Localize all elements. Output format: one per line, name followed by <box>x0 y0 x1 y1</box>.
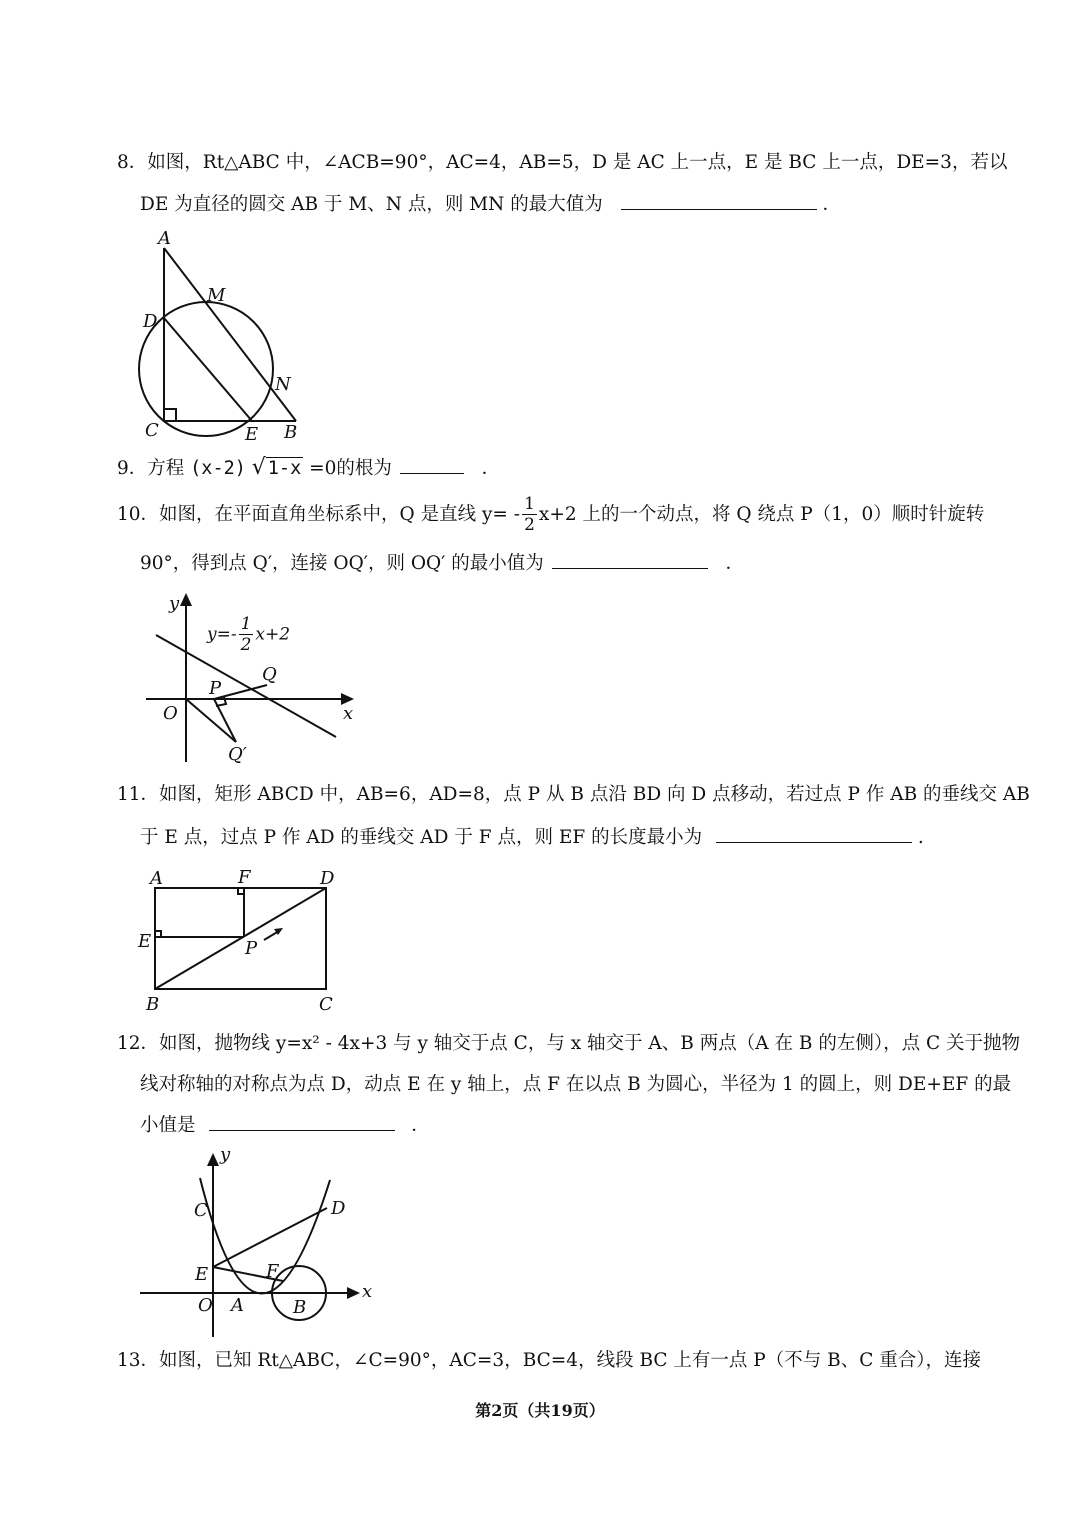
q9-radicand: 1-x <box>267 458 302 479</box>
q11-label-f: F <box>238 867 251 888</box>
q10-label-o: O <box>163 703 178 724</box>
q11-line2-text: 于 E 点，过点 P 作 AD 的垂线交 AD 于 F 点，则 EF 的长度最小为 <box>140 827 703 848</box>
q11-label-p: P <box>245 938 258 959</box>
q12-label-o: O <box>198 1295 213 1316</box>
q11-label-e: E <box>138 931 152 952</box>
q8-label-d: D <box>143 311 158 332</box>
q10-pre: 10．如图，在平面直角坐标系中，Q 是直线 y= - <box>117 504 521 525</box>
q8-label-a: A <box>158 228 171 249</box>
q8-label-m: M <box>207 285 226 306</box>
page-footer: 第2页（共19页） <box>475 1401 605 1420</box>
q11-label-a: A <box>150 868 163 889</box>
q10-label-p: P <box>209 678 222 699</box>
q11-label-c: C <box>319 994 333 1015</box>
q12-line3-text: 小值是 <box>140 1115 196 1136</box>
q10-frac-den: 2 <box>524 515 535 535</box>
q8-end: ． <box>822 194 842 215</box>
q9-pre: 9．方程 <box>117 458 185 479</box>
q9-sqrt-sign: √ <box>251 455 266 480</box>
q10-line2-text: 90°，得到点 Q′，连接 OQ′，则 OQ′ 的最小值为 <box>140 553 544 574</box>
q12-parabola <box>200 1178 330 1294</box>
q8-label-n: N <box>275 374 291 395</box>
q9-expr1: (x-2) <box>190 458 246 479</box>
q12-label-e: E <box>195 1264 209 1285</box>
q10-frac-num: 1 <box>524 494 535 514</box>
q13-line1: 13．如图，已知 Rt△ABC，∠C=90°，AC=3，BC=4，线段 BC 上有一点 P（不与 B、C 重合），连接 <box>117 1350 982 1371</box>
q11-line1: 11．如图，矩形 ABCD 中，AB=6，AD=8，点 P 从 B 点沿 BD 向 D 点移动，若过点 P 作 AB 的垂线交 AB <box>117 784 1030 805</box>
q12-line2: 线对称轴的对称点为点 D，动点 E 在 y 轴上，点 F 在以点 B 为圆心，半径为 1 的圆上，则 DE+EF 的最 <box>140 1074 1012 1095</box>
q12-end: ． <box>411 1115 430 1136</box>
q10-label-qprime: Q′ <box>228 744 247 765</box>
q10-fig-eq-den: 2 <box>240 635 252 655</box>
q9-expr2: =0的根为 <box>309 458 392 479</box>
q10-fig-eq-post: x+2 <box>255 624 291 645</box>
q8-label-c: C <box>145 420 159 441</box>
q9-end: ． <box>481 458 501 479</box>
q12-label-y: y <box>220 1144 231 1165</box>
q12-label-a: A <box>231 1295 244 1316</box>
q10-label-q: Q <box>262 664 277 685</box>
q11-label-d: D <box>320 868 335 889</box>
q12-label-b: B <box>293 1297 307 1318</box>
q12-line1: 12．如图，抛物线 y=x² - 4x+3 与 y 轴交于点 C，与 x 轴交于 A、B 两点（A 在 B 的左侧），点 C 关于抛物 <box>117 1033 1021 1054</box>
q11-label-b: B <box>146 994 160 1015</box>
q12-label-x: x <box>362 1281 373 1302</box>
q10-fig-eq-num: 1 <box>240 614 252 634</box>
q8-label-b: B <box>284 422 298 443</box>
q12-label-f: F <box>266 1261 279 1282</box>
q10-fig-eq-pre: y=- <box>207 624 237 645</box>
q8-label-e: E <box>245 424 259 445</box>
q8-line1: 8．如图，Rt△ABC 中，∠ACB=90°，AC=4，AB=5，D 是 AC 上一点，E 是 BC 上一点，DE=3，若以 <box>117 152 1008 173</box>
q8-line2-text: DE 为直径的圆交 AB 于 M、N 点，则 MN 的最大值为 <box>140 194 603 215</box>
q11-end: . <box>917 827 924 848</box>
q10-label-y: y <box>169 593 180 614</box>
q10-end: ． <box>725 553 745 574</box>
q10-post: x+2 上的一个动点，将 Q 绕点 P（1，0）顺时针旋转 <box>538 504 985 525</box>
q12-label-d: D <box>331 1198 346 1219</box>
q12-label-c: C <box>194 1200 208 1221</box>
q10-label-x: x <box>343 703 354 724</box>
